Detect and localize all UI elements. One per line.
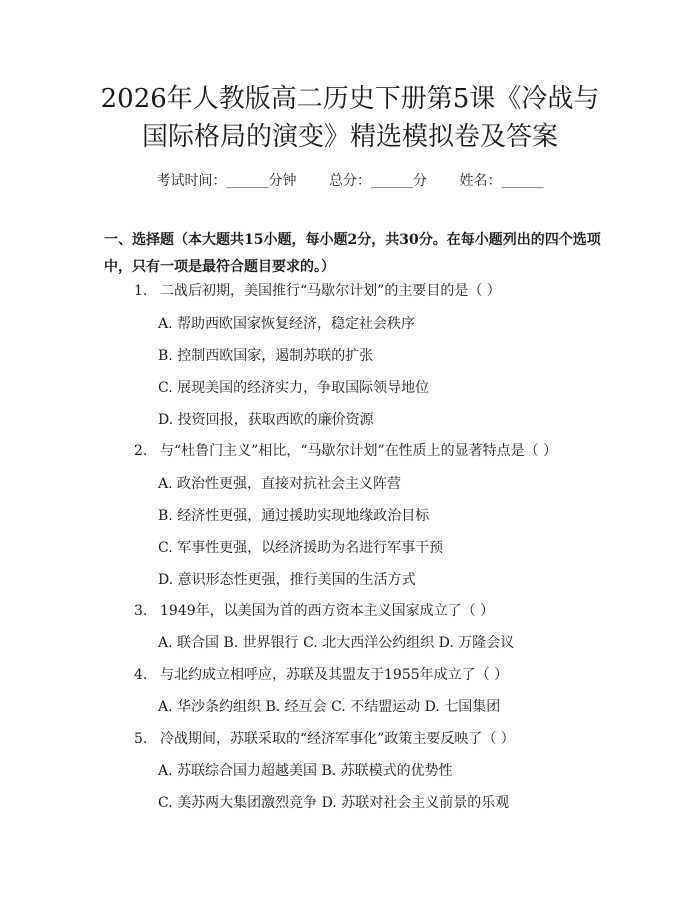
option-2a: A. 政治性更强，直接对抗社会主义阵营 <box>158 476 402 492</box>
option-1c: C. 展现美国的经济实力，争取国际领导地位 <box>158 380 430 396</box>
section-heading: 一、选择题（本大题共15小题，每小题2分，共30分。在每小题列出的四个选项中，只有一项是最符合题目要求的。） <box>104 232 601 275</box>
question-number: 5. <box>134 731 148 747</box>
question-2 <box>134 441 557 461</box>
question-number: 4. <box>134 667 148 683</box>
question-5 <box>134 729 515 749</box>
title-line-1: 2026年人教版高二历史下册第5课《冷战与 <box>100 84 600 114</box>
option-2b: B. 经济性更强，通过援助实现地缘政治目标 <box>158 508 430 524</box>
option-3-row: A. 联合国 B. 世界银行 C. 北大西洋公约组织 D. 万隆会议 <box>158 635 515 651</box>
option-1a: A. 帮助西欧国家恢复经济，稳定社会秩序 <box>158 316 416 332</box>
question-text: 二战后初期，美国推行“马歇尔计划”的主要目的是（ ） <box>160 283 501 299</box>
question-number: 2. <box>134 443 148 459</box>
question-number: 1. <box>134 283 148 299</box>
question-3 <box>134 601 494 621</box>
student-name-field: 姓名：______ <box>459 173 544 189</box>
question-text: 与北约成立相呼应，苏联及其盟友于1955年成立了（ ） <box>160 667 509 683</box>
question-text: 冷战期间，苏联采取的“经济军事化”政策主要反映了（ ） <box>160 731 515 747</box>
option-2d: D. 意识形态性更强，推行美国的生活方式 <box>158 572 416 588</box>
option-5-row-1: A. 苏联综合国力超越美国 B. 苏联模式的优势性 <box>158 763 453 779</box>
exam-time-field: 考试时间：______分钟 <box>156 173 297 189</box>
option-1b: B. 控制西欧国家，遏制苏联的扩张 <box>158 348 374 364</box>
option-4-row: A. 华沙条约组织 B. 经互会 C. 不结盟运动 D. 七国集团 <box>158 699 501 715</box>
page-title <box>0 80 700 156</box>
total-score-field: 总分：______分 <box>329 173 427 189</box>
question-1 <box>134 281 501 301</box>
option-5-row-2: C. 美苏两大集团激烈竞争 D. 苏联对社会主义前景的乐观 <box>158 795 510 811</box>
question-text: 1949年，以美国为首的西方资本主义国家成立了（ ） <box>160 603 495 619</box>
exam-meta <box>0 170 700 190</box>
question-4 <box>134 665 508 685</box>
title-line-2: 国际格局的演变》精选模拟卷及答案 <box>141 122 558 152</box>
question-number: 3. <box>134 603 148 619</box>
option-2c: C. 军事性更强，以经济援助为名进行军事干预 <box>158 540 444 556</box>
option-1d: D. 投资回报，获取西欧的廉价资源 <box>158 412 374 428</box>
question-text: 与“杜鲁门主义”相比，“马歇尔计划”在性质上的显著特点是（ ） <box>160 443 558 459</box>
